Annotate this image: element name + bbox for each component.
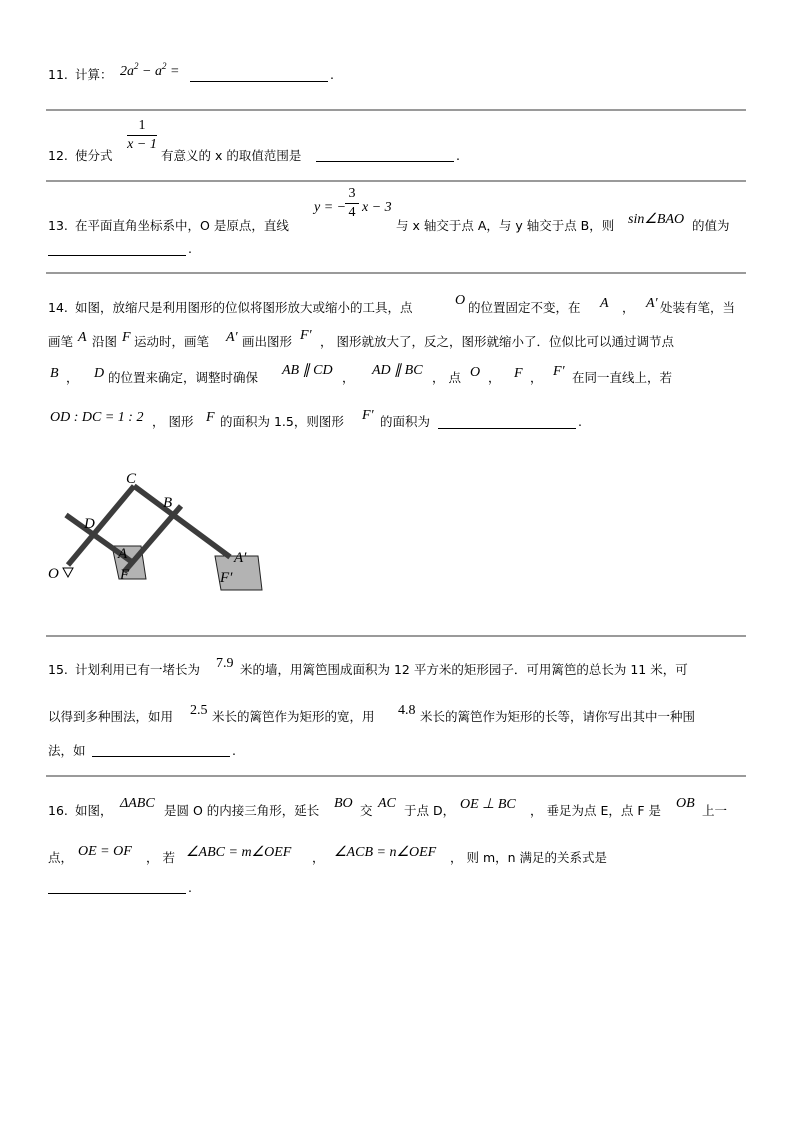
q14-line4b: 的面积为 1.5，则图形 [220, 414, 344, 429]
q12-fraction [127, 118, 157, 153]
q13-fraction-numerator: 3 [348, 186, 356, 201]
q14-ratio: OD : DC = 1 : 2 [50, 410, 144, 425]
q15-width-value: 2.5 [190, 703, 208, 718]
q16-line1c: 交 [360, 803, 373, 818]
q16-line1e: ， 垂足为点 E，点 F 是 [530, 803, 661, 818]
q11-expression: $2a^2 - a^2$ = [120, 61, 180, 79]
q15-answer-blank[interactable] [92, 756, 230, 757]
q11-lead: 计算： [75, 67, 113, 82]
q14-number: 14. [48, 300, 68, 315]
q16-comma: ， [312, 850, 325, 865]
q14-period: . [578, 414, 582, 429]
q16-triangle: ΔABC [120, 796, 155, 811]
q14-comma: ， [342, 370, 355, 385]
q13-fraction [345, 186, 359, 221]
q14-line3a: 的位置来确定，调整时确保 [108, 370, 259, 385]
q15-line1a: 计划利用已有一堵长为 [75, 662, 201, 677]
q16-line1f: 上一 [702, 803, 728, 818]
q13-sin-expression: sin∠BAO [628, 212, 685, 227]
q11-number: 11. [48, 67, 68, 82]
q13-tail: 的值为 [692, 218, 730, 233]
q14-line3c: 在同一直线上，若 [572, 370, 673, 385]
label-a-prime: A′ [234, 550, 247, 566]
q15-number: 15. [48, 662, 68, 677]
q15-line2c: 米长的篱笆作为矩形的长等，请你写出其中一种围 [420, 709, 696, 724]
q12-fraction-numerator: 1 [138, 118, 146, 133]
q14-point-d: D [94, 366, 105, 381]
separator-line [46, 109, 746, 111]
q16-number: 16. [48, 803, 68, 818]
q15-period: . [232, 743, 236, 758]
q14-comma: ， [66, 370, 79, 385]
label-o: O [48, 566, 59, 582]
q15-length-value: 4.8 [398, 703, 416, 718]
q16-line2c: ， 则 m，n 满足的关系式是 [450, 850, 608, 865]
separator-line [46, 180, 746, 182]
q14-line1b: 的位置固定不变，在 [468, 300, 581, 315]
q14-point-o: O [470, 365, 481, 380]
q13-period: . [188, 241, 192, 256]
q14-parallel-ad-bc: AD ∥ BC [372, 363, 423, 378]
q11-period: . [330, 67, 334, 82]
q14-parallel-ab-cd: AB ∥ CD [282, 363, 333, 378]
label-c: C [126, 471, 137, 487]
q16-line1d: 于点 D， [404, 803, 456, 818]
q14-shape-f-prime: F′ [362, 408, 374, 423]
q14-line2e: ， 图形就放大了，反之，图形就缩小了．位似比可以通过调节点 [320, 334, 674, 349]
q16-line2b: ， 若 [146, 850, 175, 865]
q14-line1c: 处装有笔，当 [660, 300, 736, 315]
q14-answer-blank[interactable] [438, 428, 576, 429]
q14-line2a: 画笔 [48, 334, 74, 349]
q16-line2a: 点， [48, 850, 74, 865]
q13-answer-blank[interactable] [48, 255, 186, 256]
q15-line3a: 法，如 [48, 743, 86, 758]
q14-shape-f: F [514, 366, 523, 381]
q14-line2d: 画出图形 [242, 334, 293, 349]
q16-period: . [188, 880, 192, 895]
q12-answer-blank[interactable] [316, 161, 454, 162]
q14-comma: ， [530, 370, 543, 385]
q12-tail: 有意义的 x 的取值范围是 [161, 148, 302, 163]
q12-period: . [456, 148, 460, 163]
pivot-o-icon [63, 568, 73, 577]
q15-wall-length: 7.9 [216, 656, 234, 671]
q16-angle-abc: ∠ABC = m∠OEF [186, 845, 292, 860]
q14-shape-f-prime: F′ [553, 364, 565, 379]
q14-shape-f: F [122, 330, 131, 345]
q16-perpendicular: OE ⊥ BC [460, 797, 516, 812]
separator-line [46, 272, 746, 274]
q14-point-a: A [78, 330, 87, 345]
q12-number: 12. [48, 148, 68, 163]
label-b: B [163, 495, 173, 511]
q16-line1a: 如图， [75, 803, 113, 818]
q16-segment-bo: BO [334, 796, 353, 811]
q12-fraction-denominator: x − 1 [127, 137, 157, 152]
q13-equation-y: y = − [314, 200, 347, 215]
q13-fraction-denominator: 4 [348, 205, 356, 220]
label-f: F [120, 567, 130, 583]
q11-answer-blank[interactable] [190, 81, 328, 82]
bar-a-to-b [124, 506, 181, 572]
q13-lead: 在平面直角坐标系中，O 是原点，直线 [75, 218, 289, 233]
q16-answer-blank[interactable] [48, 893, 186, 894]
q15-line2a: 以得到多种围法，如用 [48, 709, 174, 724]
q16-segment-ac: AC [378, 796, 396, 811]
q14-point-a-prime: A′ [226, 330, 238, 345]
q14-point-o: O [455, 293, 466, 308]
fraction-bar [127, 135, 157, 136]
q14-line4a: ， 图形 [152, 414, 194, 429]
q15-line2b: 米长的篱笆作为矩形的宽，用 [212, 709, 375, 724]
q14-line2b: 沿图 [92, 334, 118, 349]
q12-lead: 使分式 [75, 148, 113, 163]
label-f-prime: F′ [220, 570, 233, 586]
q14-pantograph-figure [40, 462, 280, 596]
separator-line [46, 775, 746, 777]
q14-line3b: ， 点 [432, 370, 461, 385]
q14-comma: ， [488, 370, 501, 385]
q13-equation-tail: x − 3 [362, 200, 392, 215]
label-d: D [84, 516, 95, 532]
q16-angle-acb: ∠ACB = n∠OEF [334, 845, 437, 860]
q16-segment-ob: OB [676, 796, 695, 811]
q13-middle: 与 x 轴交于点 A，与 y 轴交于点 B，则 [396, 218, 615, 233]
fraction-bar [345, 203, 359, 204]
q14-line2c: 运动时，画笔 [134, 334, 210, 349]
q15-line1b: 米的墙，用篱笆围成面积为 12 平方米的矩形园子．可用篱笆的总长为 11 米，可 [240, 662, 688, 677]
q14-point-a-prime: A′ [646, 296, 658, 311]
separator-line [46, 635, 746, 637]
q16-equal-oe-of: OE = OF [78, 844, 132, 859]
q14-shape-f: F [206, 410, 215, 425]
q14-line4c: 的面积为 [380, 414, 431, 429]
q14-line1a: 如图，放缩尺是利用图形的位似将图形放大或缩小的工具，点 [75, 300, 413, 315]
q14-shape-f-prime: F′ [300, 328, 312, 343]
q16-line1b: 是圆 O 的内接三角形，延长 [164, 803, 320, 818]
q14-point-b: B [50, 366, 59, 381]
q13-number: 13. [48, 218, 68, 233]
q14-comma: ， [622, 300, 635, 315]
q14-point-a: A [600, 296, 609, 311]
label-a: A [118, 546, 128, 562]
